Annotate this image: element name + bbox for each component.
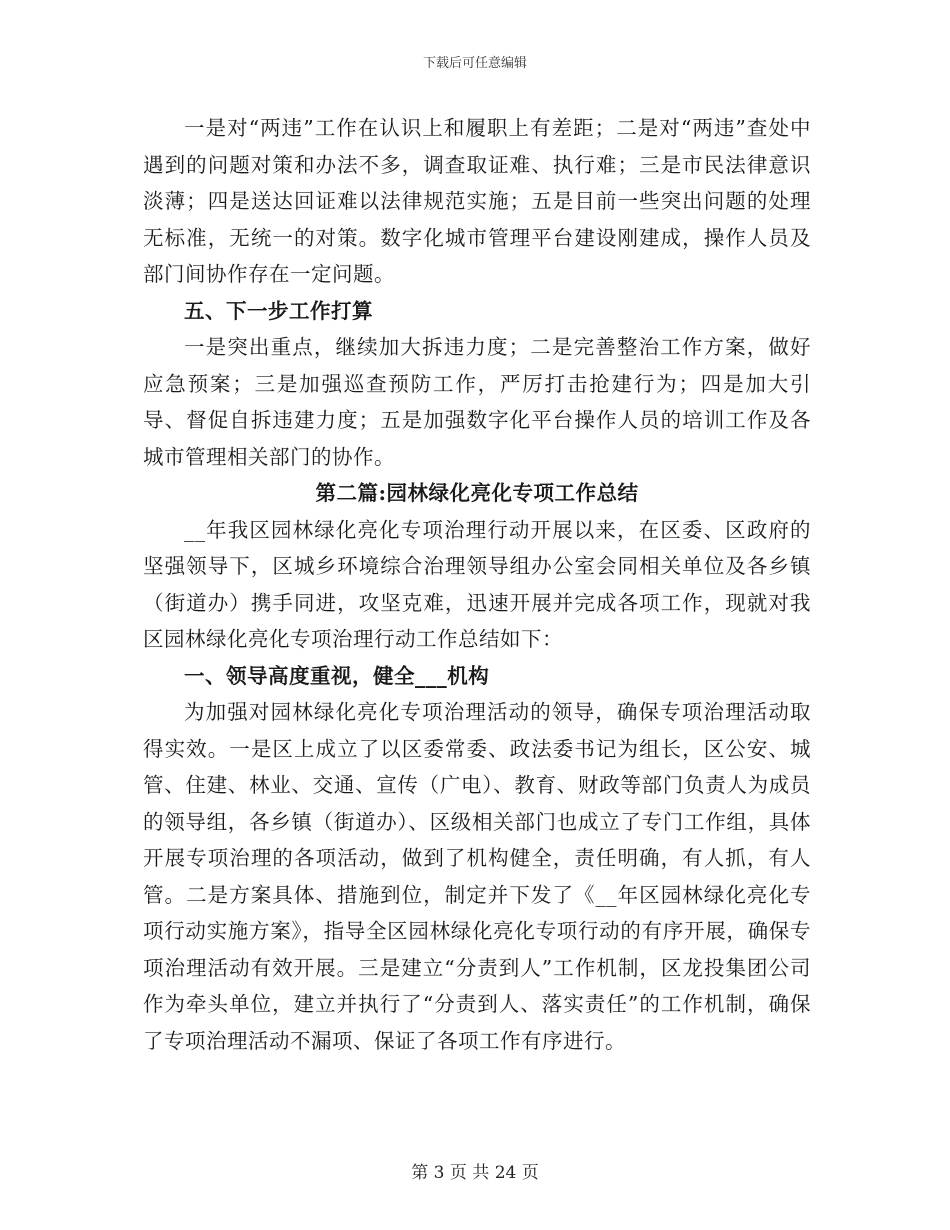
paragraph-leadership: 为加强对园林绿化亮化专项治理活动的领导，确保专项治理活动取得实效。一是区上成立了以区委常委、政法委书记为组长，区公安、城管、住建、林业、交通、宣传（广电）、教育、财政等部门负责人为成员的领导组，各乡镇（街道办）、区级相关部门也成立了专门工作组，具体开展专项治理的各项活动，做到了机构健全，责任明确，有人抓，有人管。二是方案具体、措施到位，制定并下发了《__年区园林绿化亮化专项行动实施方案》，指导全区园林绿化亮化专项行动的有序开展，确保专项治理活动有效开展。三是建立“分责到人”工作机制，区龙投集团公司作为牵头单位，建立并执行了“分责到人、落实责任”的工作机制，确保了专项治理活动不漏项、保证了各项工作有序进行。 [143,700,811,1053]
page-number-footer: 第 3 页 共 24 页 [411,1163,539,1183]
heading-next-steps: 五、下一步工作打算 [184,298,373,323]
paragraph-problems: 一是对“两违”工作在认识上和履职上有差距；二是对“两违”查处中遇到的问题对策和办法不多，调查取证难、执行难；三是市民法律意识淡薄；四是送达回证难以法律规范实施；五是目前一些突出问题的处理无标准，无统一的对策。数字化城市管理平台建设刚建成，操作人员及部门间协作存在一定问题。 [143,116,811,286]
paragraph-intro: __年我区园林绿化亮化专项治理行动开展以来，在区委、区政府的坚强领导下，区城乡环境综合治理领导组办公室会同相关单位及各乡镇（街道办）携手同进，攻坚克难，迅速开展并完成各项工作，现就对我区园林绿化亮化专项治理行动工作总结如下： [143,517,811,651]
document-body [143,110,811,1059]
heading-leadership: 一、领导高度重视，健全___机构 [184,663,490,688]
paragraph-next-steps: 一是突出重点，继续加大拆违力度；二是完善整治工作方案，做好应急预案；三是加强巡查预防工作，严厉打击抢建行为；四是加大引导、督促自拆违建力度；五是加强数字化平台操作人员的培训工作及各城市管理相关部门的协作。 [143,335,811,469]
section-title: 第二篇:园林绿化亮化专项工作总结 [315,481,639,505]
header-note: 下载后可任意编辑 [422,56,527,71]
